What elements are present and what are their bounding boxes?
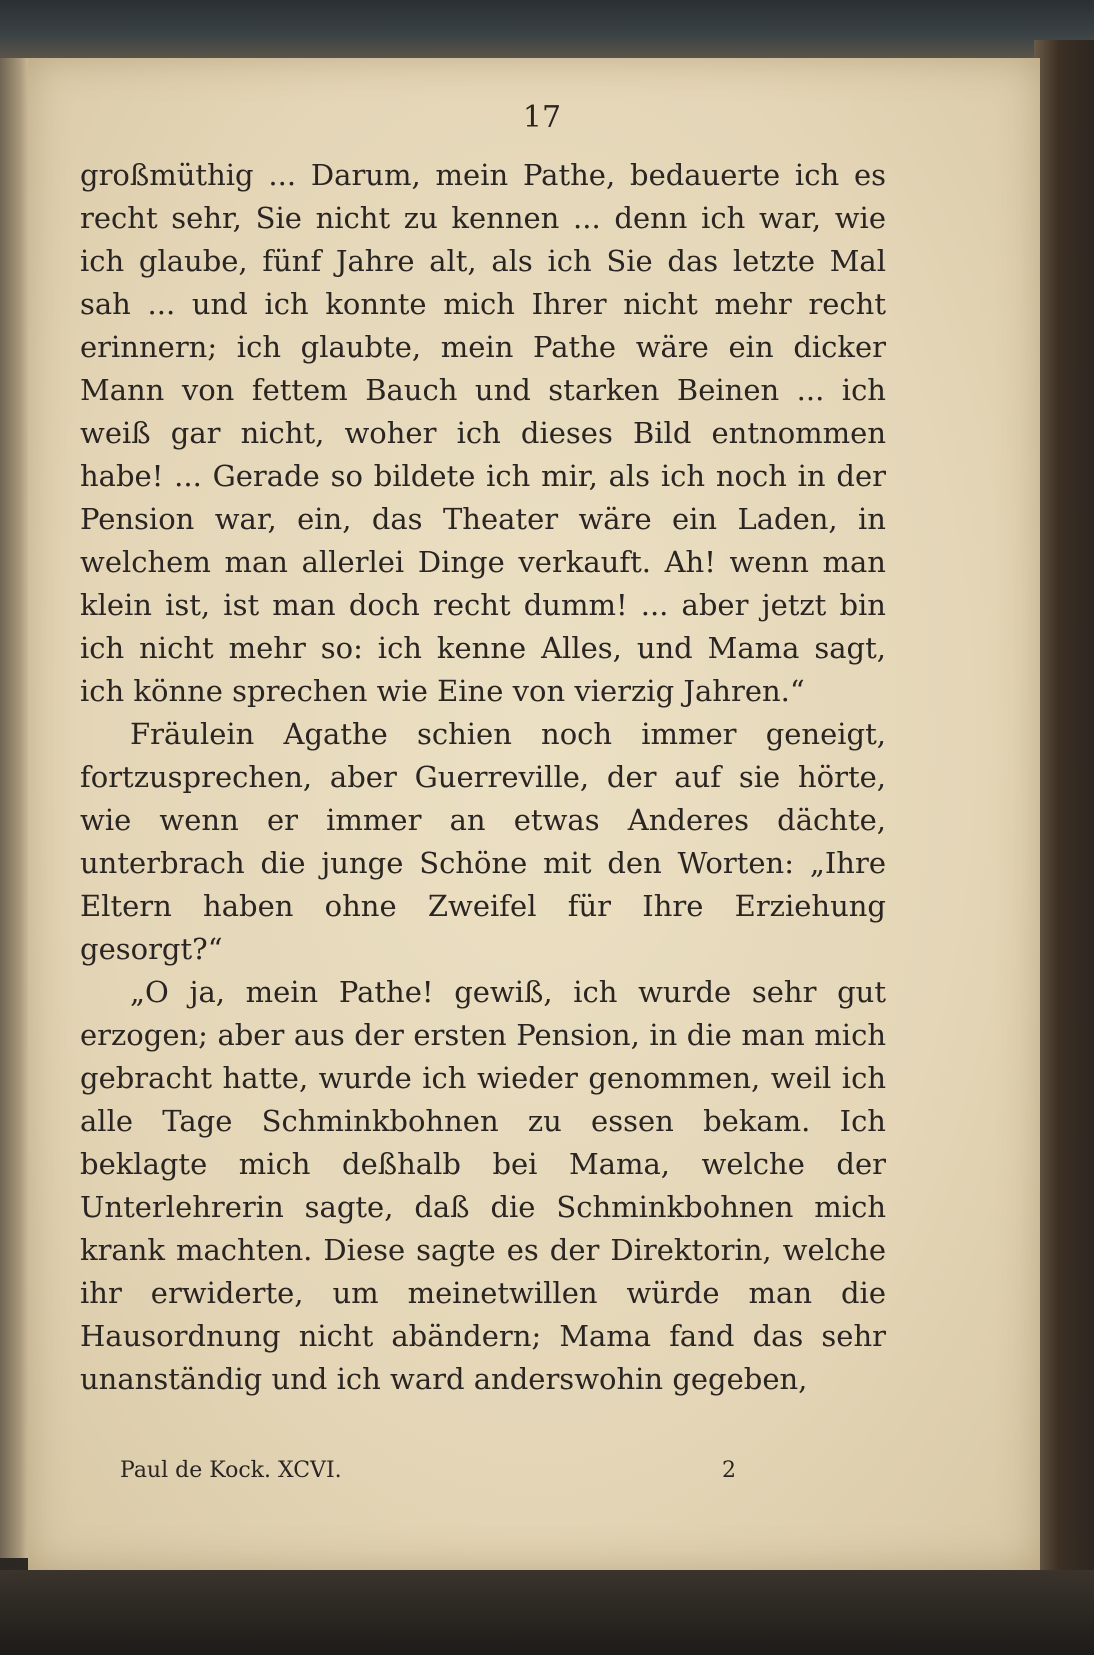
- book-cover-edge: [1034, 40, 1094, 1580]
- body-text: [80, 154, 886, 1401]
- bottom-shadow: [0, 1570, 1094, 1655]
- paragraph-1: großmüthig ... Darum, mein Pathe, bedauerte ich es recht sehr, Sie nicht zu kennen ... denn ich war, wie ich glaube, fünf Jahre alt, als ich Sie das letzte Mal sah ... und ich konnte mich Ihrer nicht mehr recht erinnern; ich glaubte, mein Pathe wäre ein dicker Mann von fettem Bauch und starken Beinen ... ich weiß gar nicht, woher ich dieses Bild entnommen habe! ... Gerade so bildete ich mir, als ich noch in der Pension war, ein, das Theater wäre ein Laden, in welchem man allerlei Dinge verkauft. Ah! wenn man klein ist, ist man doch recht dumm! ... aber jetzt bin ich nicht mehr so: ich kenne Alles, und Mama sagt, ich könne sprechen wie Eine von vierzig Jahren.“: [80, 158, 886, 708]
- paragraph-2: Fräulein Agathe schien noch immer geneigt, fortzusprechen, aber Guerreville, der auf sie hörte, wie wenn er immer an etwas Anderes dächte, unterbrach die junge Schöne mit den Worten: „Ihre Eltern haben ohne Zweifel für Ihre Erziehung gesorgt?“: [80, 717, 886, 966]
- footer-signature: Paul de Kock. XCVI.: [120, 1458, 342, 1483]
- page-number: 17: [522, 100, 562, 135]
- top-binding: [0, 0, 1094, 58]
- page-footer: [28, 1458, 1040, 1498]
- footer-sheet-number: 2: [722, 1458, 736, 1483]
- paragraph-3: „O ja, mein Pathe! gewiß, ich wurde sehr gut erzogen; aber aus der ersten Pension, in die man mich gebracht hatte, wurde ich wieder genommen, weil ich alle Tage Schminkbohnen zu essen bekam. Ich beklagte mich deßhalb bei Mama, welche der Unterlehrerin sagte, daß die Schminkbohnen mich krank machten. Diese sagte es der Direktorin, welche ihr erwiderte, um meinetwillen würde man die Hausordnung nicht abändern; Mama fand das sehr unanständig und ich ward anderswohin gegeben,: [80, 975, 886, 1396]
- left-page-edge: [0, 58, 28, 1558]
- book-page: [28, 58, 1040, 1570]
